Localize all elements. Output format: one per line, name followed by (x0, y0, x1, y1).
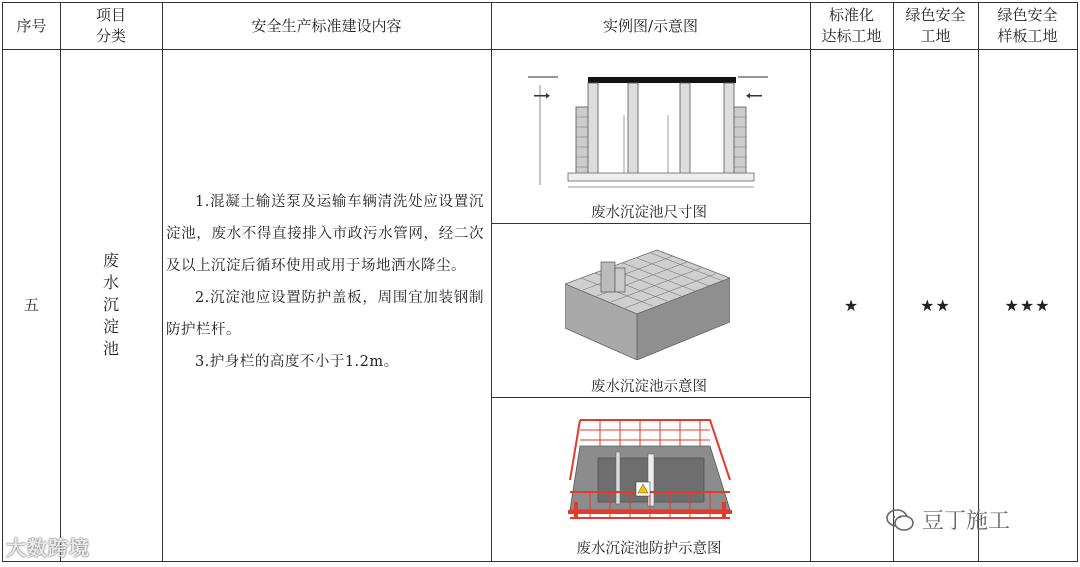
watermark-left-text: 大数跨境 (6, 536, 90, 560)
row-category-text: 废水沉淀池 (102, 251, 119, 358)
header-green-line2: 工地 (920, 27, 951, 45)
row-index: 五 (23, 295, 39, 314)
image-divider (491, 223, 810, 224)
stars-standard: ★ (843, 295, 860, 315)
header-model-line1: 绿色安全 (997, 6, 1058, 24)
watermark-right-text: 豆丁施工 (922, 509, 1011, 534)
content-paragraph-3: 3.护身栏的高度不小于1.2m。 (195, 354, 399, 370)
row-category (60, 49, 162, 561)
caption-dimension: 废水沉淀池尺寸图 (591, 205, 707, 221)
header-category-line1: 项目 (95, 6, 126, 24)
stars-model: ★★★ (1004, 295, 1051, 315)
pool-3d-schematic (565, 232, 730, 360)
header-index: 序号 (16, 16, 47, 35)
content-paragraph-2: 2.沉淀池应设置防护盖板，周围宜加装钢制防护栏杆。 (166, 290, 484, 338)
guard-rail-schematic (560, 406, 740, 526)
caption-guard-rail: 废水沉淀池防护示意图 (576, 541, 722, 557)
header-category (60, 3, 162, 49)
header-model (978, 3, 1077, 49)
standard-content (166, 186, 484, 378)
header-category-line2: 分类 (95, 27, 126, 45)
header-green (893, 3, 978, 49)
header-standard-line1: 标准化 (828, 6, 874, 24)
content-paragraph-1: 1.混凝土输送泵及运输车辆清洗处应设置沉淀池，废水不得直接排入市政污水管网，经二次及以上沉淀后循环使用或用于场地洒水降尘。 (166, 194, 484, 274)
col-divider (162, 3, 163, 561)
watermark-right (886, 504, 1010, 535)
watermark-left (6, 532, 90, 561)
header-model-line2: 样板工地 (997, 27, 1058, 45)
header-standard-line2: 达标工地 (821, 27, 882, 45)
header-content: 安全生产标准建设内容 (251, 16, 402, 35)
stars-green: ★★ (920, 295, 951, 315)
header-example: 实例图/示意图 (602, 16, 699, 35)
header-standard (810, 3, 893, 49)
image-divider (491, 397, 810, 398)
col-divider (491, 3, 492, 561)
header-green-line1: 绿色安全 (905, 6, 966, 24)
dimension-drawing (528, 55, 768, 197)
wechat-icon (886, 509, 914, 531)
caption-schematic: 废水沉淀池示意图 (591, 379, 707, 395)
